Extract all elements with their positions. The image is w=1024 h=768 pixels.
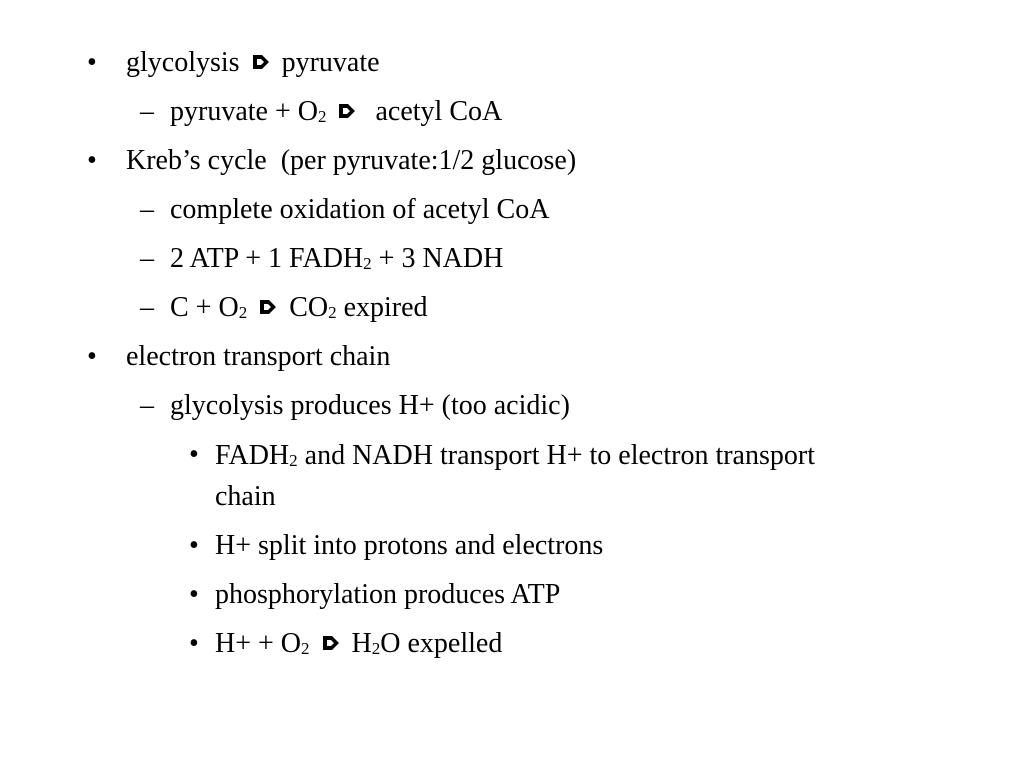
text-segment: pyruvate: [281, 47, 380, 78]
bullet-marker: •: [189, 530, 199, 561]
bullet-text: glycolysis produces H+ (too acidic): [170, 390, 570, 421]
bullet-marker: •: [87, 145, 97, 176]
text-segment: expired: [336, 292, 428, 323]
subscript: 2: [289, 451, 298, 470]
text-segment: + 3 NADH: [371, 243, 504, 274]
dash-marker: –: [140, 96, 154, 127]
bullet-text: Kreb’s cycle (per pyruvate:1/2 glucose): [126, 145, 577, 176]
subscript: 2: [238, 303, 248, 322]
text-segment: acetyl CoA: [375, 96, 503, 127]
text-segment: O expelled: [380, 628, 503, 659]
bullet-text: [215, 435, 825, 517]
bullet-marker: •: [189, 628, 199, 659]
right-arrow-icon: [250, 51, 272, 73]
subscript: 2: [317, 107, 327, 126]
text-segment: H+ + O: [215, 628, 302, 659]
right-arrow-icon: [257, 296, 279, 318]
text-segment: C + O: [170, 292, 239, 323]
dash-marker: –: [140, 390, 154, 421]
text-segment: and NADH transport H+ to electron transport chain: [215, 440, 815, 512]
bullet-text: [215, 628, 502, 660]
bullet-marker: •: [189, 439, 199, 470]
text-segment: 2 ATP + 1 FADH: [170, 243, 364, 274]
text-segment: glycolysis: [126, 47, 240, 78]
text-segment: pyruvate + O: [170, 96, 318, 127]
subscript: 2: [371, 639, 381, 658]
dash-marker: –: [140, 194, 154, 225]
bullet-text: [170, 292, 428, 324]
text-segment: FADH: [215, 440, 290, 471]
subscript: 2: [301, 639, 310, 658]
bullet-text: [170, 96, 502, 128]
bullet-marker: •: [87, 341, 97, 372]
bullet-text: [126, 47, 380, 79]
right-arrow-icon: [320, 632, 342, 654]
subscript: 2: [328, 303, 337, 322]
bullet-text: electron transport chain: [126, 341, 391, 372]
bullet-text: complete oxidation of acetyl CoA: [170, 194, 550, 225]
bullet-text: [170, 243, 503, 275]
right-arrow-icon: [336, 100, 358, 122]
bullet-text: phosphorylation produces ATP: [215, 579, 561, 610]
bullet-marker: •: [87, 47, 97, 78]
bullet-marker: •: [189, 579, 199, 610]
dash-marker: –: [140, 243, 154, 274]
text-segment: CO: [289, 292, 329, 323]
subscript: 2: [363, 254, 372, 273]
dash-marker: –: [140, 292, 154, 323]
text-segment: H: [351, 628, 372, 659]
bullet-text: H+ split into protons and electrons: [215, 530, 604, 561]
